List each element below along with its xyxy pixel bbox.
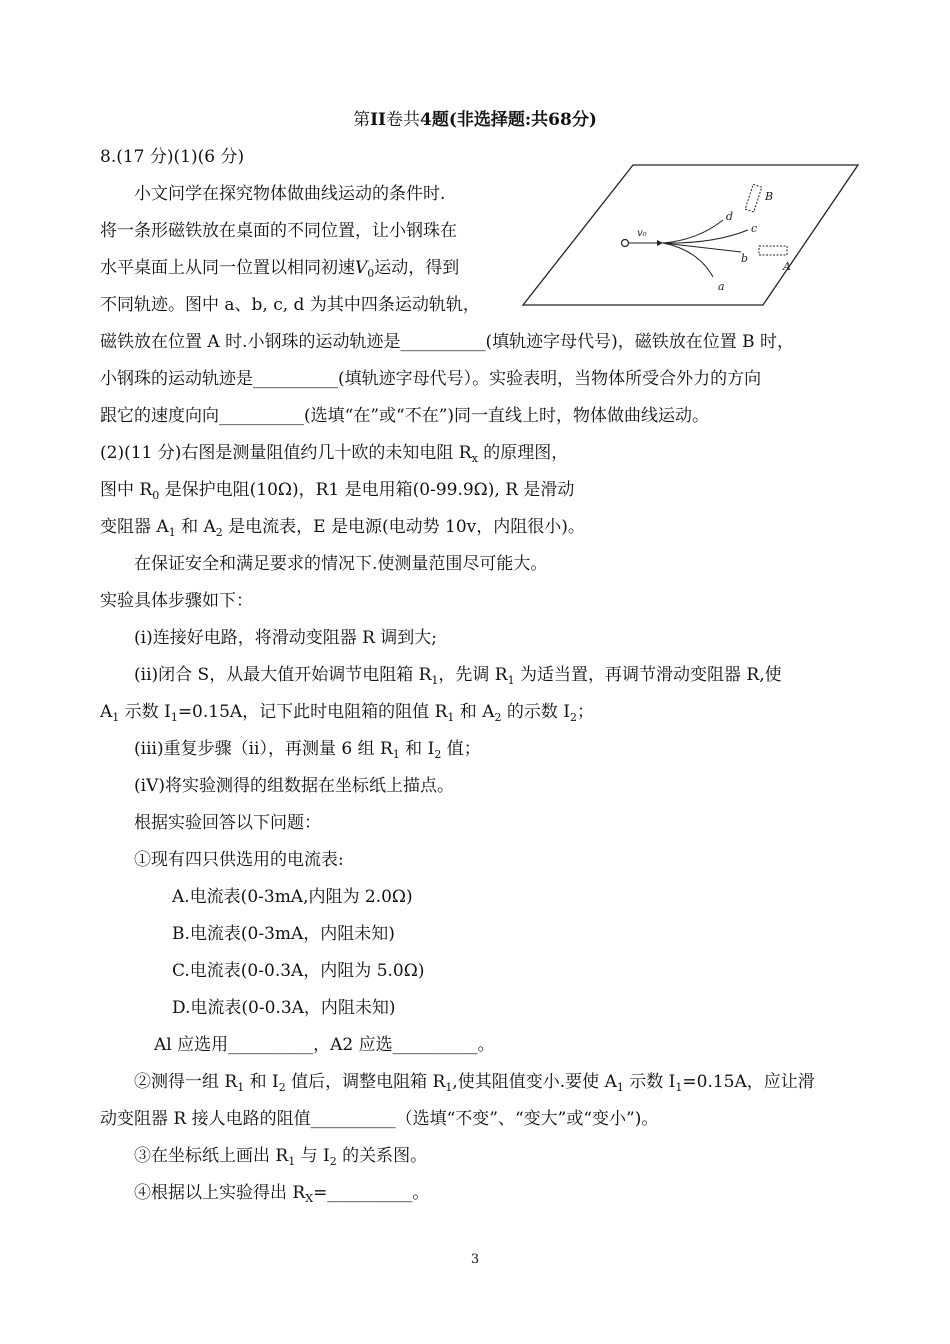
label-magnet-b: B (765, 190, 774, 203)
answer-line: Al 应选用__________，A2 应选__________。 (154, 1035, 495, 1055)
option-b: B.电流表(0-3mA，内阻未知) (172, 924, 395, 944)
question-line: ④根据以上实验得出 $R_X=\_\_\_\_\_\_\_\_\_\_$。 (134, 1183, 430, 1205)
question-heading: 8.(17 分)(1)(6 分) (100, 147, 245, 167)
question-line: ①现有四只供选用的电流表: (134, 850, 344, 870)
paragraph-line: 变阻器 $A_1$ 和 $A_2$ 是电流表，E 是电源(电动势 10v，内阻很小)。 (100, 517, 585, 539)
section-title: 第II卷共4题(非选择题:共68分) (353, 110, 597, 130)
question-line: ③在坐标纸上画出 $R_1$ 与 $I_2$ 的关系图。 (134, 1146, 428, 1168)
label-d: d (726, 210, 734, 223)
steps-title: 实验具体步骤如下： (100, 591, 253, 611)
paragraph-line: 跟它的速度向向__________(选填“在”或“不在”)同一直线上时，物体做曲线运动。 (100, 406, 710, 426)
step-line: (ii)闭合 S，从最大值开始调节电阻箱 $R_1$，先调 $R_1$ 为适当置，再调节滑动变阻器 R,使 (134, 665, 782, 687)
paragraph-line: (2)(11 分)右图是测量阻值约几十欧的未知电阻 $R_x$ 的原理图， (100, 443, 569, 465)
trajectory-b (663, 243, 741, 252)
option-c: C.电流表(0-0.3A，内阻为 5.0Ω) (172, 961, 425, 981)
label-a: a (718, 280, 725, 293)
paragraph-line: 在保证安全和满足要求的情况下.使测量范围尽可能大。 (134, 554, 548, 574)
question-line: 动变阻器 R 接人电路的阻值__________（选填“不变”、“变大”或“变小”)。 (100, 1109, 659, 1129)
paragraph-line: 水平桌面上从同一位置以相同初速$V_0$运动，得到 (100, 258, 460, 280)
tabletop-outline (523, 165, 858, 305)
trajectory-figure (513, 160, 863, 320)
label-c: c (751, 222, 758, 235)
magnet-b (745, 184, 762, 212)
step-line: $A_1$ 示数 $I_1=0.15A$，记下此时电阻箱的阻值 $R_1$ 和 $A_2$ 的示数 $I_2$； (100, 702, 595, 724)
paragraph-line: 图中 $R_0$ 是保护电阻(10Ω)，R1 是电用箱(0-99.9Ω), R 是滑动 (100, 480, 575, 502)
step-line: (iii)重复步骤（ii），再测量 6 组 $R_1$ 和 $I_2$ 值； (134, 739, 481, 761)
option-d: D.电流表(0-0.3A，内阻未知) (172, 998, 396, 1018)
paragraph-line: 将一条形磁铁放在桌面的不同位置，让小钢珠在 (100, 221, 457, 241)
paragraph-line: 小文问学在探究物体做曲线运动的条件时. (134, 184, 446, 204)
launch-point (622, 240, 629, 247)
magnet-a (759, 246, 787, 255)
step-line: (i)连接好电路，将滑动变阻器 R 调到大; (134, 628, 438, 648)
label-b: b (741, 252, 749, 265)
paragraph-line: 小钢珠的运动轨迹是__________(填轨迹字母代号）。实验表明，当物体所受合外力的方向 (100, 369, 762, 389)
paragraph-line: 根据实验回答以下问题： (134, 813, 321, 833)
paragraph-line: 不同轨迹。图中 a、b, c, d 为其中四条运动轨轨， (100, 295, 480, 315)
v0-label: v₀ (637, 228, 647, 239)
paragraph-line: 磁铁放在位置 A 时.小钢珠的运动轨迹是__________(填轨迹字母代号)，磁铁放在位置 B 时， (100, 332, 795, 352)
question-line: ②测得一组 $R_1$ 和 $I_2$ 值后，调整电阻箱 $R_1$,使其阻值变小.要使 $A_1$ 示数 $I_1=0.15A$，应让滑 (134, 1072, 815, 1094)
option-a: A.电流表(0-3mA,内阻为 2.0Ω) (172, 887, 413, 907)
step-line: (iV)将实验测得的组数据在坐标纸上描点。 (134, 776, 454, 796)
page-number: 3 (470, 1252, 480, 1267)
label-magnet-a: A (783, 260, 791, 273)
